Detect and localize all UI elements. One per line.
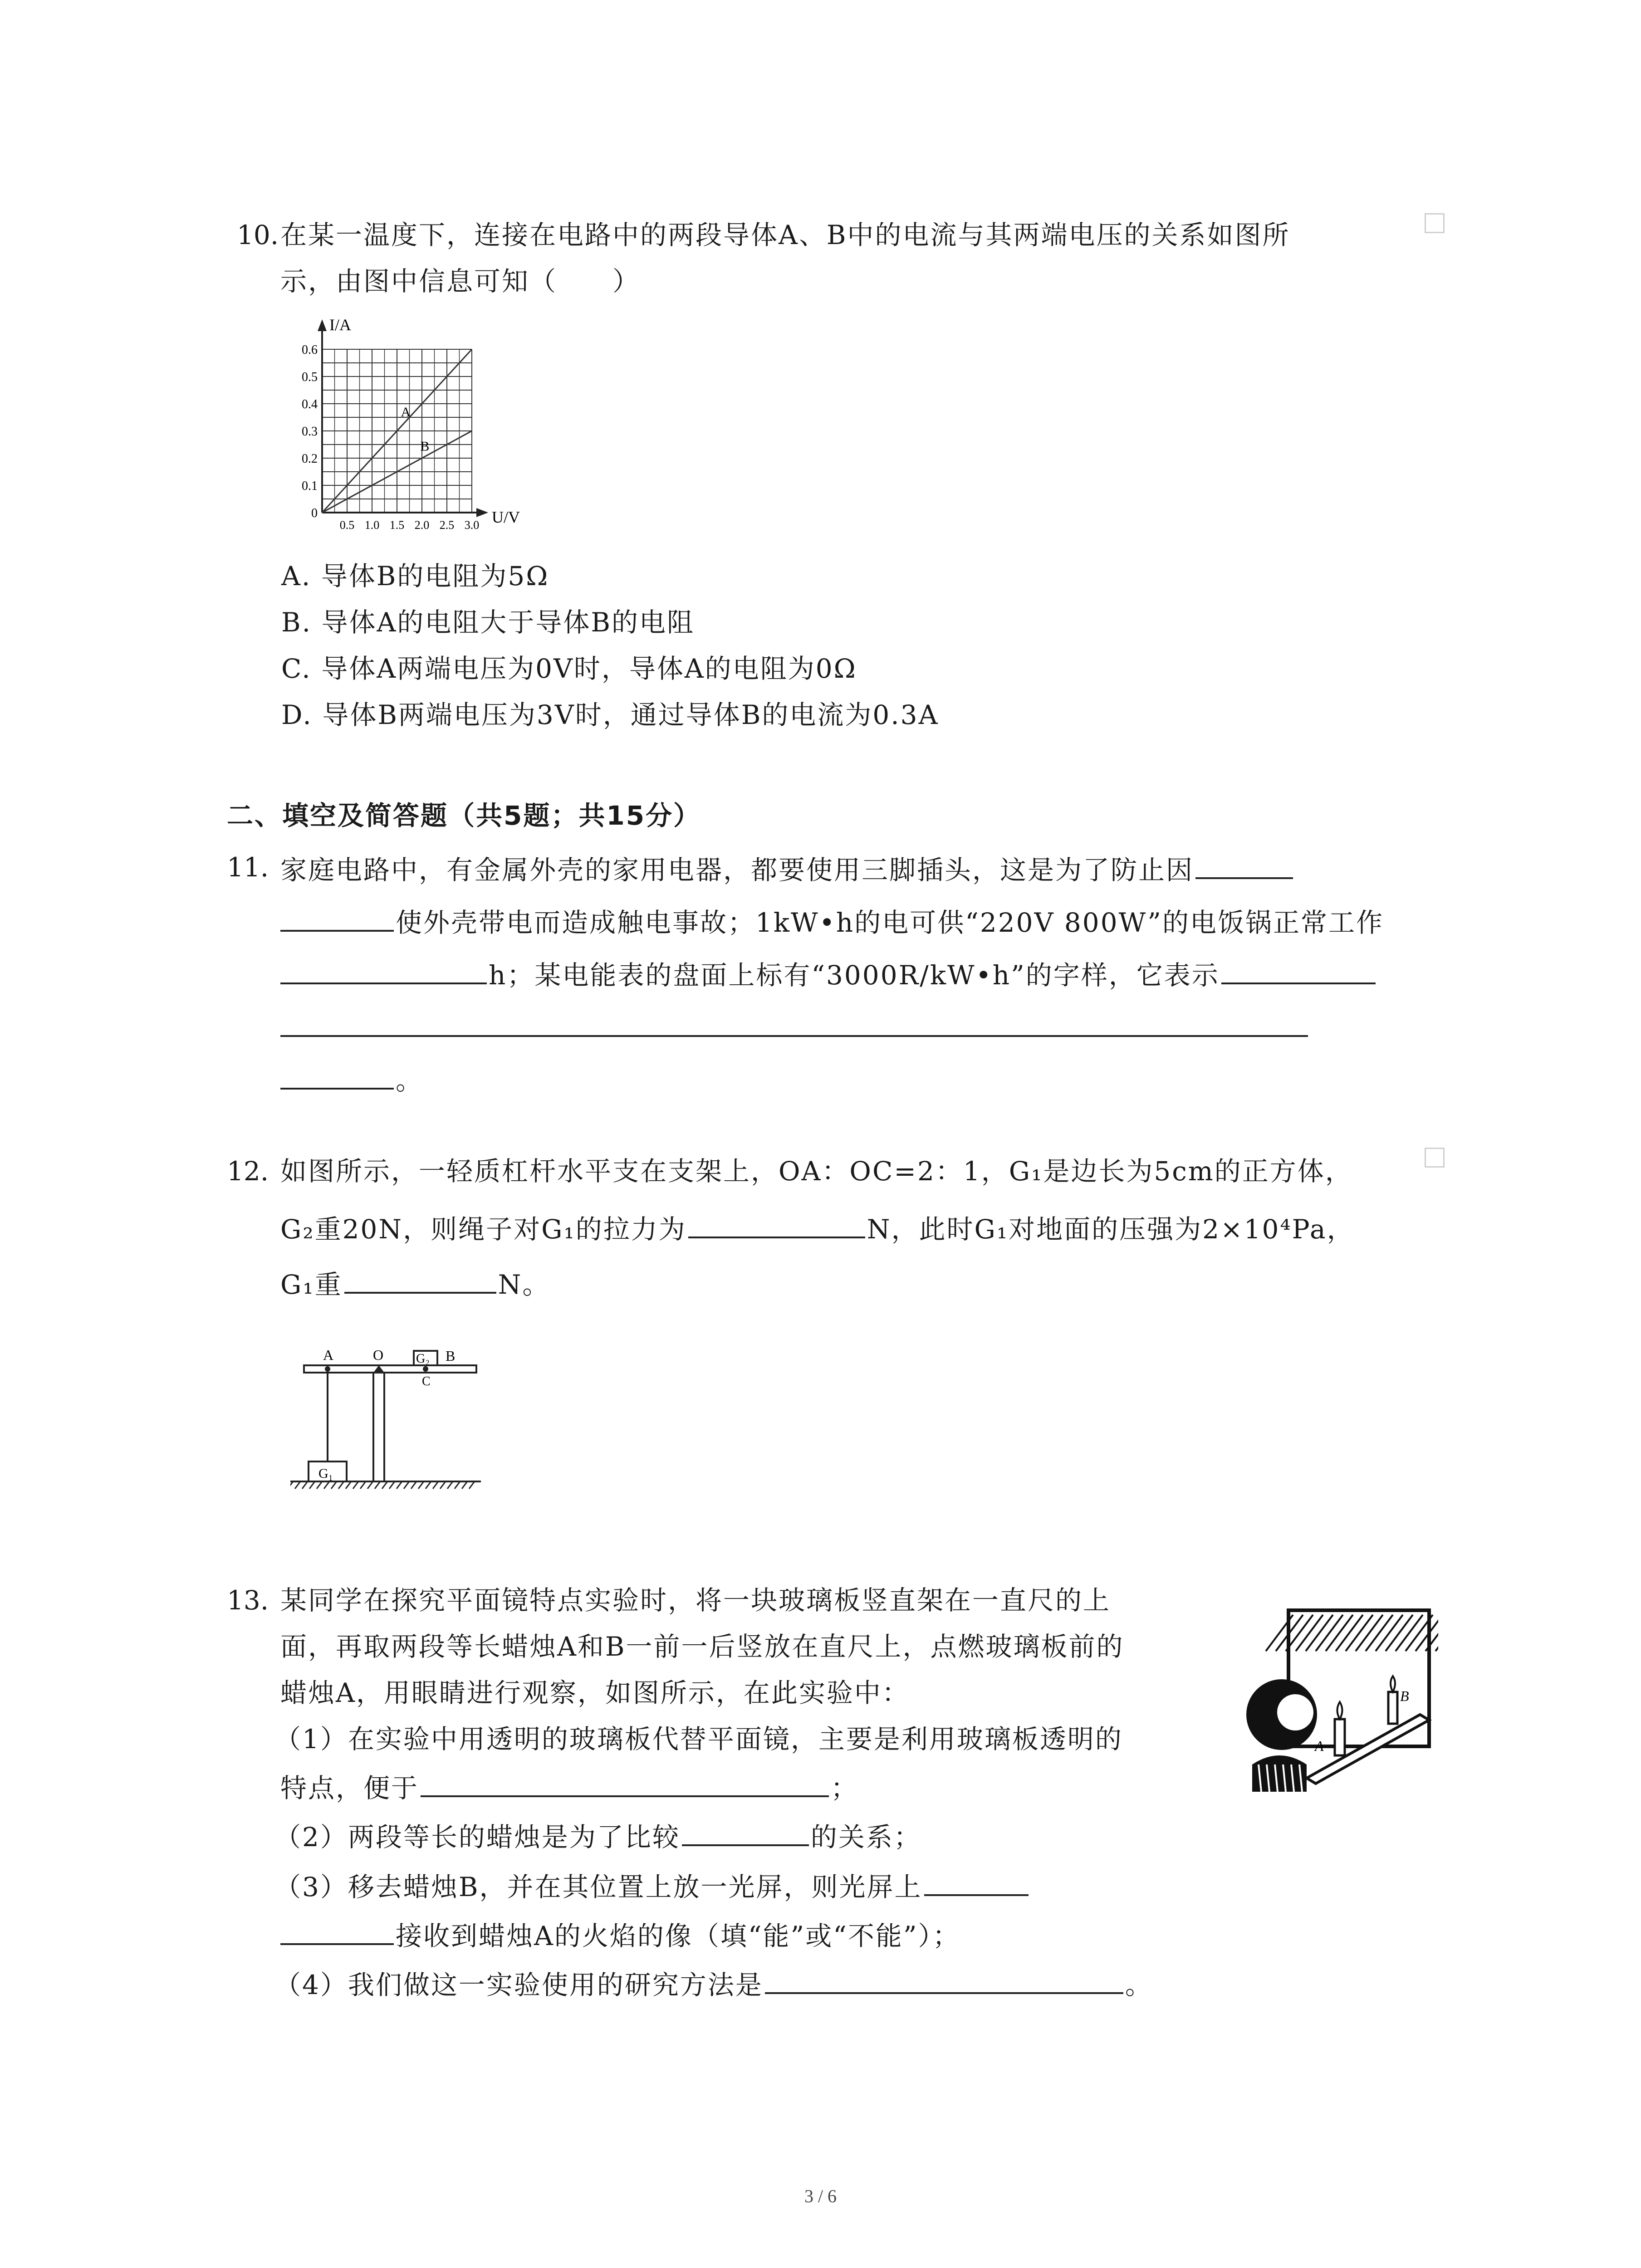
question-text: 蜡烛A，用眼睛进行观察，如图所示，在此实验中： (280, 1677, 910, 1708)
question-text-part: （4）我们做这一实验使用的研究方法是 (274, 1970, 763, 2000)
candle-b (1388, 1692, 1397, 1724)
question-text-part: 特点，便于 (280, 1773, 419, 1804)
answer-blank[interactable] (688, 1208, 865, 1238)
answer-blank[interactable] (924, 1866, 1029, 1896)
option-text: 导体B两端电压为3V时，通过导体B的电流为0.3A (322, 699, 939, 730)
lever-diagram (290, 1343, 490, 1510)
answer-blank[interactable] (280, 1060, 394, 1090)
ground-hatch (290, 1481, 475, 1489)
label-c: C (422, 1374, 431, 1388)
question-text (280, 902, 1384, 941)
question-text: 面，再取两段等长蜡烛A和B一前一后竖放在直尺上，点燃玻璃板前的 (280, 1631, 1124, 1662)
question-text-part: （2）两段等长的蜡烛是为了比较 (274, 1822, 680, 1853)
candle-a-flame-icon (1337, 1702, 1342, 1719)
y-tick-label: 0 (311, 506, 318, 520)
label-o: O (373, 1347, 384, 1363)
option-label: B. (281, 607, 312, 638)
question-text: 某同学在探究平面镜特点实验时，将一块玻璃板竖直架在一直尺的上 (280, 1585, 1111, 1616)
question-text-part: 使外壳带电而造成触电事故；1kW•h的电可供“220V 800W”的电饭锅正常工作 (396, 907, 1384, 938)
question-number: 10. (237, 220, 279, 250)
x-tick-label: 1.5 (389, 518, 405, 531)
answer-blank[interactable] (280, 902, 394, 932)
label-b: B (446, 1348, 456, 1364)
label-a: A (323, 1347, 334, 1363)
question-text-part: h；某电能表的盘面上标有“3000R/kW•h”的字样，它表示 (489, 960, 1220, 991)
question-text (280, 849, 1295, 888)
question-marker-icon (1425, 213, 1445, 233)
label-candle-a: A (1315, 1738, 1324, 1754)
question-text-part: G₁重 (280, 1269, 343, 1300)
option-a[interactable] (281, 558, 549, 594)
point-c-dot (423, 1366, 428, 1372)
mirror-experiment-figure (1239, 1601, 1438, 1801)
y-tick-label: 0.3 (302, 425, 318, 439)
question-text (274, 1816, 921, 1855)
y-tick-label: 0.5 (302, 370, 318, 384)
x-tick-label: 2.5 (439, 518, 455, 531)
question-number: 11. (227, 852, 269, 883)
candle-a (1335, 1719, 1345, 1755)
question-text-part: G₂重20N，则绳子对G₁的拉力为 (280, 1214, 686, 1245)
point-a-dot (325, 1366, 330, 1372)
option-c[interactable] (281, 650, 857, 687)
question-text: 如图所示，一轻质杠杆水平支在支架上，OA：OC=2：1，G₁是边长为5cm的正方体， (280, 1156, 1353, 1187)
option-text: 导体A两端电压为0V时，导体A的电阻为0Ω (321, 653, 857, 684)
question-text-part: 的关系； (810, 1822, 921, 1853)
option-text: 导体A的电阻大于导体B的电阻 (321, 607, 695, 638)
question-text-part: N，此时G₁对地面的压强为2×10⁴Pa， (867, 1214, 1355, 1245)
question-text-part: （3）移去蜡烛B，并在其位置上放一光屏，则光屏上 (274, 1872, 922, 1902)
question-text: 示，由图中信息可知（ ） (280, 266, 641, 297)
label-candle-b: B (1400, 1688, 1409, 1704)
question-text-part: 家庭电路中，有金属外壳的家用电器，都要使用三脚插头，这是为了防止因 (280, 855, 1194, 885)
answer-blank[interactable] (421, 1767, 829, 1797)
option-text: 导体B的电阻为5Ω (321, 561, 549, 591)
question-text (280, 1007, 1310, 1046)
answer-blank[interactable] (280, 1007, 1308, 1037)
x-tick-label: 3.0 (464, 518, 480, 531)
question-text (280, 954, 1377, 993)
option-label: A. (281, 561, 312, 591)
section-title: 二、填空及简答题（共5题；共15分） (227, 800, 701, 831)
question-text (280, 1767, 858, 1806)
candle-b-flame-icon (1391, 1676, 1395, 1692)
series-label-B: B (420, 439, 430, 454)
question-text (280, 1264, 550, 1303)
question-text-part: N。 (498, 1269, 550, 1300)
question-text-part: 接收到蜡烛A的火焰的像（填“能”或“不能”）； (396, 1921, 960, 1951)
label-g2: G₂ (416, 1352, 430, 1366)
x-tick-label: 2.0 (414, 518, 430, 531)
x-tick-label: 0.5 (339, 518, 355, 531)
question-text (280, 1915, 960, 1954)
question-text: 在某一温度下，连接在电路中的两段导体A、B中的电流与其两端电压的关系如图所 (280, 220, 1290, 250)
page-number: 3 / 6 (804, 2186, 837, 2206)
y-tick-label: 0.4 (302, 397, 318, 411)
question-number: 12. (227, 1156, 269, 1187)
y-axis-label: I/A (329, 316, 351, 334)
question-marker-icon (1425, 1148, 1445, 1168)
question-text (280, 1208, 1355, 1247)
answer-blank[interactable] (765, 1964, 1123, 1994)
answer-blank[interactable] (1195, 849, 1293, 879)
x-axis-label: U/V (492, 508, 520, 526)
question-text-part: 。 (1125, 1970, 1153, 2000)
answer-blank[interactable] (1221, 954, 1376, 984)
x-axis-arrow-icon (476, 508, 488, 517)
option-d[interactable] (281, 697, 939, 733)
answer-blank[interactable] (280, 954, 487, 984)
option-label: C. (281, 653, 312, 684)
answer-blank[interactable] (344, 1264, 496, 1294)
question-text: （1）在实验中用透明的玻璃板代替平面镜，主要是利用玻璃板透明的 (274, 1724, 1123, 1755)
option-label: D. (281, 699, 313, 730)
question-text (274, 1964, 1153, 2003)
question-number: 13. (227, 1585, 269, 1616)
answer-blank[interactable] (682, 1816, 809, 1846)
support-post (373, 1373, 384, 1481)
question-text (280, 1060, 423, 1099)
question-text (274, 1866, 1030, 1905)
iv-chart (281, 313, 535, 531)
y-axis-arrow-icon (318, 319, 327, 331)
option-b[interactable] (281, 604, 695, 640)
observer-face (1277, 1694, 1313, 1730)
x-tick-label: 1.0 (364, 518, 380, 531)
question-text-part: ； (831, 1773, 859, 1804)
series-label-A: A (401, 405, 411, 420)
label-g1: G₁ (318, 1466, 333, 1481)
y-tick-label: 0.6 (302, 343, 318, 357)
question-text-part: 。 (396, 1065, 424, 1096)
y-tick-label: 0.2 (302, 452, 318, 466)
y-tick-label: 0.1 (302, 479, 318, 493)
answer-blank[interactable] (280, 1915, 394, 1945)
